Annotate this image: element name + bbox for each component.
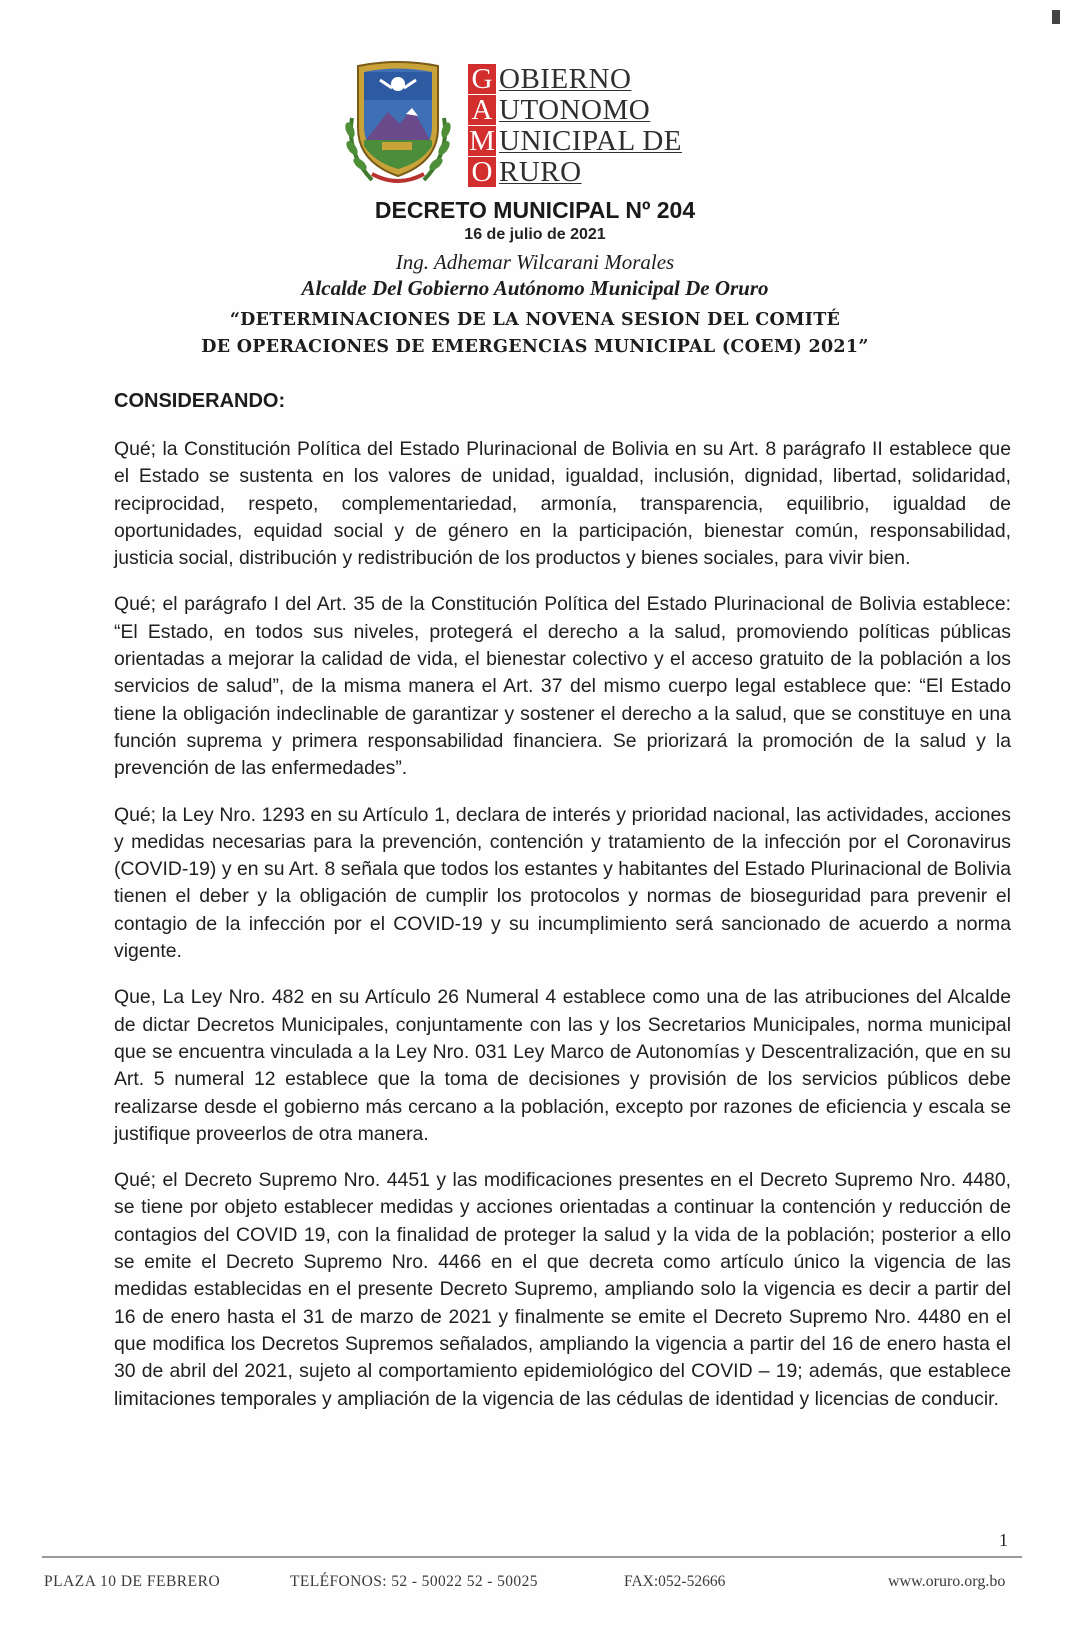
wordmark-row (468, 157, 682, 188)
wordmark-word: UNICIPAL DE (499, 125, 682, 157)
page-number: 1 (999, 1530, 1008, 1550)
footer-phones: TELÉFONOS: 52 - 50022 52 - 50025 (290, 1573, 538, 1590)
paragraph: Que, La Ley Nro. 482 en su Artículo 26 Numeral 4 establece como una de las atribuciones del Alcalde de dictar Decretos Municipales, conjuntamente con las y los Secretarios Municipales, norma municipal que se encuentra vinculada a la Ley Nro. 031 Ley Marco de Autonomías y Descentralización, que en su Art. 5 numeral 12 establece que la toma de decisiones y provisión de los servicios públicos debe realizarse desde el gobierno más cercano a la población, excepto por razones de eficiencia y escala se justifique proveerlos de otra manera. (114, 986, 1011, 1145)
document-body (114, 436, 1011, 1432)
footer-address: PLAZA 10 DE FEBRERO (44, 1573, 221, 1590)
decree-date: 16 de julio de 2021 (464, 226, 606, 243)
footer-fax: FAX:052-52666 (624, 1573, 726, 1590)
paragraph: Qué; el Decreto Supremo Nro. 4451 y las modificaciones presentes en el Decreto Supremo Nro. 4480, se tiene por objeto establecer medidas y acciones orientadas a continuar la contención y reducción de contagios del COVID 19, con la finalidad de proteger la salud y la vida de la población; posterior a ello se emite el Decreto Supremo Nro. 4466 en el que decreta como artículo único la vigencia de las medidas establecidas en el presente Decreto Supremo, ampliando solo la vigencia es decir a partir del 16 de enero hasta el 31 de marzo de 2021 y finalmente se emite el Decreto Supremo Nro. 4480 en el que modifica los Decretos Supremos señalados, ampliando la vigencia a partir del 16 de enero hasta el 30 de abril del 2021, sujeto al comportamiento epidemiológico del COVID – 19; además, que establece limitaciones temporales y ampliación de la vigencia de las cédulas de identidad y licencias de conducir. (114, 1169, 1011, 1410)
wordmark-initial: O (468, 157, 496, 188)
scan-corner-mark (1052, 10, 1060, 24)
wordmark-word: OBIERNO (499, 63, 632, 95)
decree-subject-line: “DETERMINACIONES DE LA NOVENA SESION DEL COMITÉ (229, 310, 841, 330)
decree-number: DECRETO MUNICIPAL Nº 204 (374, 197, 696, 223)
municipal-coat-of-arms-icon (342, 58, 454, 190)
wordmark-word: UTONOMO (499, 94, 651, 126)
mayor-name: Ing. Adhemar Wilcarani Morales (395, 250, 675, 274)
letterhead (0, 58, 1070, 198)
wordmark-initial: G (468, 64, 496, 95)
wordmark-row (468, 64, 682, 95)
paragraph: Qué; el parágrafo I del Art. 35 de la Constitución Política del Estado Plurinacional de Bolivia establece: “El Estado, en todos sus niveles, protegerá el derecho a la salud, promoviendo políticas públicas orientadas a mejorar la calidad de vida, el bienestar colectivo y el acceso gratuito de la población a los servicios de salud”, de la misma manera el Art. 37 del mismo cuerpo legal establece que: “El Estado tiene la obligación indeclinable de garantizar y sostener el derecho a la salud, que se constituye en una función suprema y primera responsabilidad financiera. Se priorizará la promoción de la salud y la prevención de las enfermedades”. (114, 593, 1011, 780)
paragraph: Qué; la Constitución Política del Estado Plurinacional de Bolivia en su Art. 8 parágrafo II establece que el Estado se sustenta en los valores de unidad, igualdad, inclusión, dignidad, libertad, solidaridad, reciprocidad, respeto, complementariedad, armonía, transparencia, equilibrio, igualdad de oportunidades, equidad social y de género en la participación, bienestar común, responsabilidad, justicia social, distribución y redistribución de los productos y bienes sociales, para vivir bien. (114, 438, 1011, 570)
decree-subject-line: DE OPERACIONES DE EMERGENCIAS MUNICIPAL (COEM) 2021” (201, 337, 869, 357)
wordmark-row (468, 126, 682, 157)
wordmark-initial: A (468, 95, 496, 126)
footer-divider (42, 1556, 1022, 1558)
wordmark-word: RURO (499, 156, 582, 188)
wordmark-row (468, 95, 682, 126)
decree-title-block (0, 196, 1070, 361)
paragraph: Qué; la Ley Nro. 1293 en su Artículo 1, declara de interés y prioridad nacional, las actividades, acciones y medidas necesarias para la prevención, contención y tratamiento de la infección por el Coronavirus (COVID-19) y en su Art. 8 señala que todos los estantes y habitantes del Estado Plurinacional de Bolivia tienen el deber y la obligación de cumplir los protocolos y normas de bioseguridad para prevenir el contagio de la infección por el COVID-19 y su incumplimiento será sancionado de acuerdo a norma vigente. (114, 803, 1011, 963)
section-heading: CONSIDERANDO: (114, 390, 286, 412)
footer-website: www.oruro.org.bo (888, 1573, 1006, 1590)
wordmark-initial: M (469, 125, 495, 157)
municipality-wordmark (468, 64, 682, 188)
mayor-title: Alcalde Del Gobierno Autónomo Municipal De Oruro (301, 276, 769, 300)
